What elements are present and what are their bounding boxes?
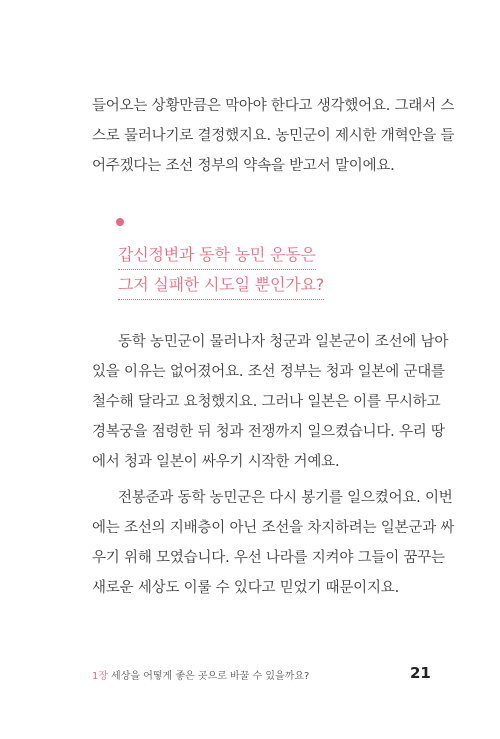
text-line: 동학 농민군이 물러나자 청군과 일본군이 조선에 남아	[118, 334, 449, 350]
section-bullet-icon	[116, 218, 124, 226]
text-line: 에서 청과 일본이 싸우기 시작한 거예요.	[92, 454, 340, 470]
chapter-title: 세상을 어떻게 좋은 곳으로 바꿀 수 있을까요?	[111, 671, 310, 682]
text-line: 에는 조선의 지배층이 아닌 조선을 차지하려는 일본군과 싸	[92, 520, 455, 536]
running-footer	[92, 667, 309, 682]
text-line: 전봉준과 동학 농민군은 다시 봉기를 일으켰어요. 이번	[118, 490, 453, 506]
text-line: 스로 물러나기로 결정했지요. 농민군이 제시한 개혁안을 들	[92, 128, 455, 144]
section-heading-line-2: 그저 실패한 시도일 뿐인가요?	[118, 272, 324, 300]
page-number: 21	[410, 664, 431, 682]
text-line: 경복궁을 점령한 뒤 청과 전쟁까지 일으켰습니다. 우리 땅	[92, 424, 445, 440]
text-line: 어주겠다는 조선 정부의 약속을 받고서 말이에요.	[92, 158, 395, 174]
text-line: 우기 위해 모였습니다. 우선 나라를 지켜야 그들이 꿈꾸는	[92, 550, 445, 566]
text-line: 철수해 달라고 요청했지요. 그러나 일본은 이를 무시하고	[92, 394, 441, 410]
text-line: 들어오는 상황만큼은 막아야 한다고 생각했어요. 그래서 스	[92, 98, 455, 114]
section-heading-line-1: 갑신정변과 동학 농민 운동은	[118, 242, 316, 270]
text-line: 있을 이유는 없어졌어요. 조선 정부는 청과 일본에 군대를	[92, 364, 445, 380]
chapter-number: 1장	[92, 671, 109, 682]
text-line: 새로운 세상도 이룰 수 있다고 믿었기 때문이지요.	[92, 580, 400, 596]
